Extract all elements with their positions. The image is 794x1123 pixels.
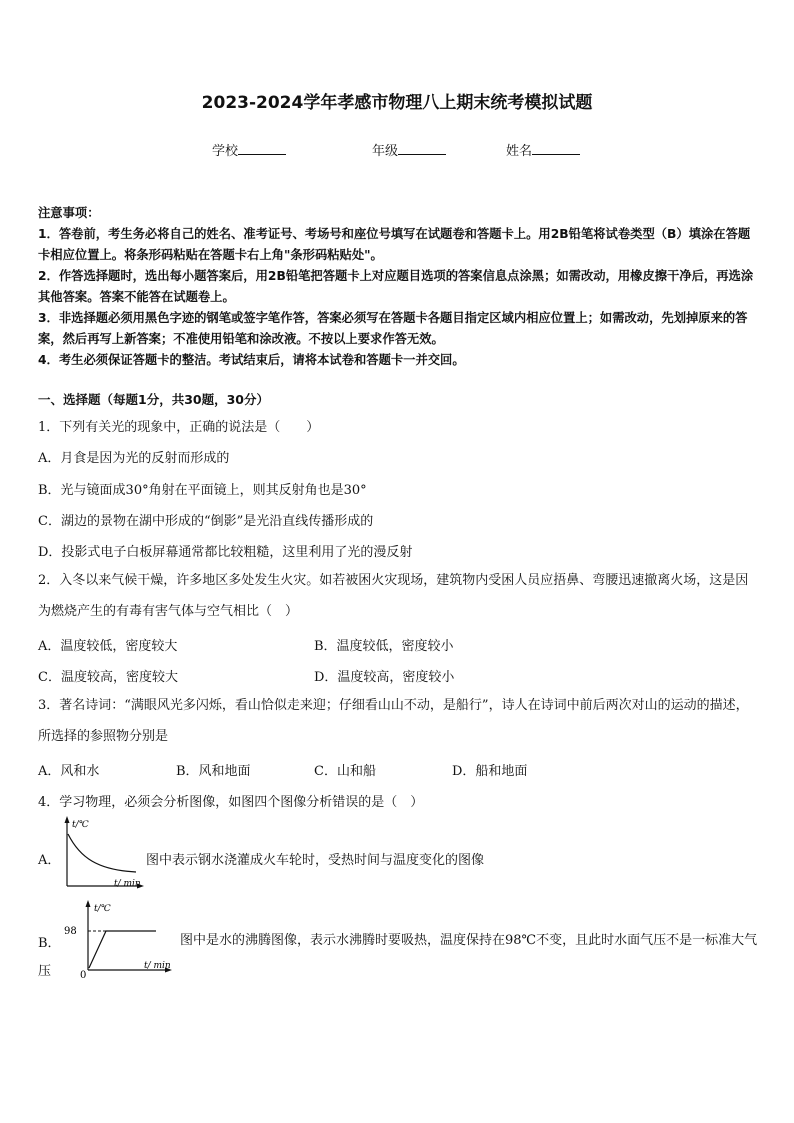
- note-item-4: 4．考生必须保证答题卡的整洁。考试结束后，请将本试卷和答题卡一并交回。: [38, 353, 465, 367]
- school-blank[interactable]: [238, 142, 286, 155]
- q2-option-d[interactable]: D．温度较高，密度较小: [314, 670, 455, 685]
- q4-option-a-label[interactable]: A．: [38, 853, 61, 868]
- graph-a-x-label: t/ min: [114, 879, 141, 889]
- note-item-2: 2．作答选择题时，选出每小题答案后，用2B铅笔把答题卡上对应题目选项的答案信息点涂黑；如需改动，用橡皮擦干净后，再选涂其他答案。答案不能答在试题卷上。: [38, 269, 754, 304]
- q3-option-a[interactable]: A．风和水: [38, 764, 100, 779]
- q3-option-b[interactable]: B．风和地面: [176, 764, 251, 779]
- q4-stem: 4．学习物理，必须会分析图像，如图四个图像分析错误的是（ ）: [38, 795, 424, 810]
- notes-heading: 注意事项：: [38, 206, 100, 220]
- page-title: 2023-2024学年孝感市物理八上期末统考模拟试题: [201, 93, 593, 113]
- q3-option-c[interactable]: C．山和船: [314, 764, 376, 779]
- graph-b-value-label: 98: [64, 926, 77, 937]
- q4-graph-a: [58, 814, 148, 892]
- q2-option-a[interactable]: A．温度较低，密度较大: [38, 639, 178, 654]
- name-blank[interactable]: [532, 142, 580, 155]
- graph-b-origin-label: 0: [80, 970, 87, 980]
- graph-a-y-label: t/℃: [72, 820, 89, 830]
- q4-option-a-text[interactable]: 图中表示钢水浇灌成火车轮时，受热时间与温度变化的图像: [146, 853, 485, 868]
- q2-option-b[interactable]: B．温度较低，密度较小: [314, 639, 454, 654]
- grade-field: 年级: [372, 140, 446, 159]
- q1-option-d[interactable]: D．投影式电子白板屏幕通常都比较粗糙，这里利用了光的漫反射: [38, 545, 413, 560]
- grade-blank[interactable]: [398, 142, 446, 155]
- graph-b-x-label: t/ min: [144, 961, 171, 971]
- school-field: 学校: [212, 140, 286, 159]
- q1-option-a[interactable]: A．月食是因为光的反射而形成的: [38, 451, 230, 466]
- note-item-3: 3．非选择题必须用黑色字迹的钢笔或签字笔作答，答案必须写在答题卡各题目指定区域内相应位置上；如需改动，先划掉原来的答案，然后再写上新答案；不准使用铅笔和涂改液。不按以上要求作答无效。: [38, 311, 748, 346]
- note-item-1: 1．答卷前，考生务必将自己的姓名、准考证号、考场号和座位号填写在试题卷和答题卡上。用2B铅笔将试卷类型（B）填涂在答题卡相应位置上。将条形码粘贴在答题卡右上角"条形码粘贴处"。: [38, 227, 751, 262]
- q3-option-d[interactable]: D．船和地面: [452, 764, 528, 779]
- q2-stem: 2．入冬以来气候干燥，许多地区多处发生火灾。如若被困火灾现场，建筑物内受困人员应捂鼻、弯腰迅速撤离火场，这是因为燃烧产生的有毒有害气体与空气相比（ ）: [38, 573, 749, 619]
- section-heading: 一、选择题（每题1分，共30题，30分）: [38, 392, 269, 407]
- q3-stem: 3．著名诗词：“满眼风光多闪烁，看山恰似走来迎；仔细看山山不动，是船行”，诗人在诗词中前后两次对山的运动的描述，所选择的参照物分别是: [38, 698, 749, 744]
- graph-b-y-label: t/℃: [94, 904, 111, 914]
- q1-option-c[interactable]: C．湖边的景物在湖中形成的“倒影”是光沿直线传播形成的: [38, 514, 374, 529]
- q4-option-b-text[interactable]: 图中是水的沸腾图像，表示水沸腾时要吸热，温度保持在98℃不变，且此时水面气压不是一标准大气压: [38, 933, 758, 979]
- q1-option-b[interactable]: B．光与镜面成30°角射在平面镜上，则其反射角也是30°: [38, 483, 367, 498]
- q4-option-b-label[interactable]: B．: [38, 936, 61, 951]
- name-field: 姓名: [506, 140, 580, 159]
- q1-stem: 1．下列有关光的现象中，正确的说法是（ ）: [38, 420, 320, 435]
- notes-section: [38, 203, 758, 371]
- q2-option-c[interactable]: C．温度较高，密度较大: [38, 670, 178, 685]
